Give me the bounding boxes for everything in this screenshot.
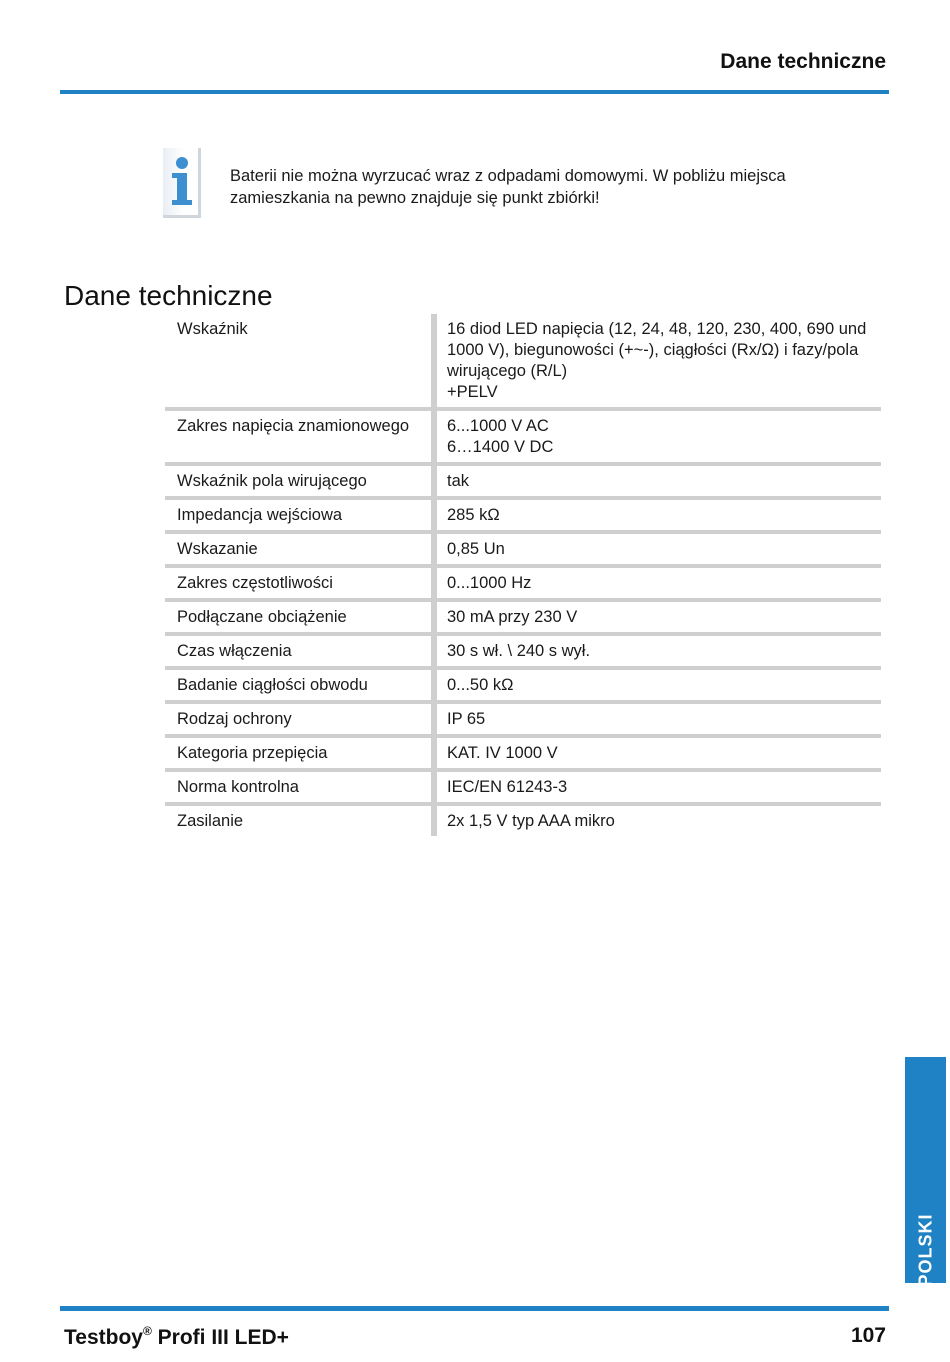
spec-row: [165, 534, 881, 568]
footer-brand: Testboy: [64, 1326, 143, 1349]
spec-label: Podłączane obciążenie: [165, 602, 437, 632]
spec-label: Wskaźnik: [165, 314, 437, 407]
spec-value-line: 0...50 kΩ: [447, 676, 514, 694]
spec-label: Kategoria przepięcia: [165, 738, 437, 768]
spec-row: [165, 602, 881, 636]
spec-value-line: 0,85 Un: [447, 540, 505, 558]
language-tab-label: POLSKI: [915, 1213, 935, 1287]
info-icon: [163, 148, 201, 218]
spec-value: [437, 602, 881, 632]
spec-value-line: tak: [447, 472, 470, 490]
spec-row: [165, 500, 881, 534]
spec-value-line: KAT. IV 1000 V: [447, 744, 558, 762]
spec-label: Impedancja wejściowa: [165, 500, 437, 530]
page-header-title: Dane techniczne: [720, 50, 886, 73]
spec-value-line: 6…1400 V DC: [447, 438, 554, 456]
spec-value-line: 6...1000 V AC: [447, 417, 549, 435]
spec-label: Wskazanie: [165, 534, 437, 564]
spec-label: Norma kontrolna: [165, 772, 437, 802]
spec-value: [437, 738, 881, 768]
spec-value-line: IP 65: [447, 710, 486, 728]
spec-value: [437, 636, 881, 666]
spec-value: [437, 772, 881, 802]
spec-value: [437, 568, 881, 598]
footer-divider: [60, 1306, 889, 1311]
spec-value: [437, 411, 881, 462]
footer-product-name: [64, 1324, 289, 1350]
spec-row: [165, 568, 881, 602]
spec-value-line: 30 mA przy 230 V: [447, 608, 578, 626]
spec-value-line: 2x 1,5 V typ AAA mikro: [447, 812, 615, 830]
spec-value-line: IEC/EN 61243-3: [447, 778, 568, 796]
spec-value: [437, 806, 881, 836]
spec-label: Rodzaj ochrony: [165, 704, 437, 734]
spec-value-line: +PELV: [447, 383, 498, 401]
spec-value-line: 16 diod LED napięcia (12, 24, 48, 120, 230, 400, 690 und 1000 V), biegunowości (+~-), ciągłości (Rx/Ω) i fazy/pola wirującego (R/L): [447, 320, 867, 380]
spec-label: Zasilanie: [165, 806, 437, 836]
page-number: 107: [850, 1324, 886, 1347]
spec-value: [437, 314, 881, 407]
spec-row: [165, 772, 881, 806]
spec-value-line: 30 s wł. \ 240 s wył.: [447, 642, 591, 660]
section-title: Dane techniczne: [64, 280, 273, 311]
header-divider: [60, 90, 889, 94]
spec-value: [437, 466, 881, 496]
specification-table: [165, 314, 881, 836]
spec-row: [165, 670, 881, 704]
spec-value: [437, 704, 881, 734]
spec-label: Zakres napięcia znamionowego: [165, 411, 437, 462]
spec-value: [437, 670, 881, 700]
spec-row: [165, 636, 881, 670]
spec-label: Czas włączenia: [165, 636, 437, 666]
spec-row: [165, 806, 881, 836]
spec-row: [165, 704, 881, 738]
spec-label: Zakres częstotliwości: [165, 568, 437, 598]
spec-row: [165, 314, 881, 411]
footer-model: Profi III LED+: [157, 1326, 289, 1349]
spec-label: Wskaźnik pola wirującego: [165, 466, 437, 496]
registered-mark: ®: [142, 1324, 152, 1338]
language-tab[interactable]: [905, 1057, 946, 1287]
spec-value: [437, 534, 881, 564]
spec-value-line: 0...1000 Hz: [447, 574, 532, 592]
spec-label: Badanie ciągłości obwodu: [165, 670, 437, 700]
spec-row: [165, 411, 881, 466]
spec-row: [165, 738, 881, 772]
battery-disposal-note: Baterii nie można wyrzucać wraz z odpadami domowymi. W pobliżu miejsca zamieszkania na pewno znajduje się punkt zbiórki!: [230, 167, 786, 207]
spec-value: [437, 500, 881, 530]
spec-row: [165, 466, 881, 500]
spec-value-line: 285 kΩ: [447, 506, 500, 524]
